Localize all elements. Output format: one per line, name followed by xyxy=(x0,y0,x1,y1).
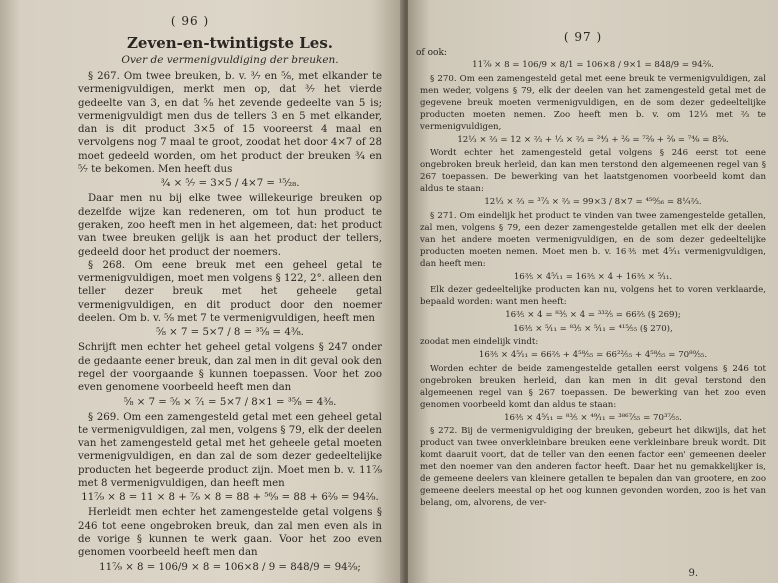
of-ook-label: of ook: xyxy=(416,48,447,58)
formula-268b: ⁵⁄₈ × 7 = ⁵⁄₈ × ⁷⁄₁ = 5×7 / 8×1 = ³⁵⁄₈ = 4³⁄₈. xyxy=(123,396,337,408)
right-page xyxy=(408,0,778,583)
formula-271d: 16⅗ × 4⁵⁄₁₁ = 66⅖ + 4⁵⁸⁄₅₅ = 66²²⁄₅₅ + 4⁵⁸⁄₅₅ = 70⁸⁰⁄₅₅. xyxy=(478,350,708,360)
formula-270b: 12⅓ × ⅔ = ³⁷⁄₃ × ⅔ = 99×3 / 8×7 = ⁴⁵⁰⁄₅₆ = 8¼⅔. xyxy=(484,197,702,207)
paragraph-270b: Wordt echter het zamengesteld getal volgens § 246 eerst tot eene ongebroken breuk herleid, dan kan men terstond den algemeenen regel van § 267 toepassen. De bewerking van het laatstgenomen voorbeeld komt dan aldus te staan: xyxy=(420,148,766,194)
signature-mark: 9. xyxy=(688,568,698,579)
paragraph-271d: Worden echter de beide zamengestelde getallen eerst volgens § 246 tot ongebroken breuken herleid, dan kan men in dit geval terstond den algemeenen regel van § 267 toepassen. De bewerking van het zoo even genomen voorbeeld komt dan aldus te staan: xyxy=(420,363,766,410)
formula-271: 16⅗ × 4⁵⁄₁₁ = 16⅗ × 4 + 16⅗ × ⁵⁄₁₁. xyxy=(513,271,673,282)
lesson-subtitle: Over de vermenigvuldiging der breuken. xyxy=(121,54,339,66)
paragraph-271c: zoodat men eindelijk vindt: xyxy=(420,337,539,347)
paragraph-267b: Daar men nu bij elke twee willekeurige breuken op dezelfde wijze kan redeneren, om tot hun product te geraken, zoo heeft men in het algemeen, dat: het product van twee breuken gelijk is aan het product der tellers, gedeeld door het product der noemers. xyxy=(78,193,382,258)
formula-271b: 16⅗ × 4 = ⁸³⁄₅ × 4 = ³³²⁄₅ = 66⅖ (§ 269); xyxy=(505,310,681,320)
paragraph-272: § 272. Bij de vermenigvuldiging der breuken, gebeurt het dikwijls, dat het product van twee onverkleinbare breuken eene verkleinbare breuk wordt. Dit komt daaruit voort, dat de teller van den eenen factor een' gemeenen deeler met den noemer van den anderen factor heeft. Daar het nu gemakkelijker is, de gemeene deelers van kleinere getallen te bepalen dan van grootere, en zoo gemeene deelers meestal op het oog kunnen gevonden worden, zoo is het van belang, om, alvorens, de ver- xyxy=(420,426,766,508)
page-number-left: ( 96 ) xyxy=(170,14,210,28)
formula-268: ⁵⁄₈ × 7 = 5×7 / 8 = ³⁵⁄₈ = 4³⁄₈. xyxy=(156,327,304,339)
formula-ofook: 11⁷⁄₉ × 8 = 106/9 × 8/1 = 106×8 / 9×1 = 848/9 = 94²⁄₉. xyxy=(472,60,714,70)
paragraph-268: § 268. Om eene breuk met een geheel getal te vermenigvuldigen, moet men volgens § 122, 2°. alleen den teller dezer breuk met het geheele getal vermenigvuldigen, en dit product door den noemer deelen. Om b. v. ⁵⁄₈ met 7 te vermenigvuldigen, heeft men xyxy=(78,259,382,325)
formula-270: 12⅓ × ⅔ = 12 × ⅔ + ⅓ × ⅔ = ²⁴⁄₃ + ²⁄₉ = ⁷²⁄₉ + ²⁄₉ = ⁷⁴⁄₉ = 8²⁄₉. xyxy=(457,134,729,145)
page-number-right: ( 97 ) xyxy=(563,30,603,44)
formula-267: ³⁄₄ × ⁵⁄₇ = 3×5 / 4×7 = ¹⁵⁄₂₈. xyxy=(160,178,300,190)
paragraph-269: § 269. Om een zamengesteld getal met een geheel getal te vermenigvuldigen, zal men, volgens § 79, elk der deelen van het zamengesteld getal met het geheele getal moeten vermenigvuldigen, en dan zal de som dezer gedeeltelijke producten het begeerde product zijn. Moet men b. v. 11⁷⁄₉ met 8 vermenigvuldigen, dan heeft men xyxy=(78,411,382,490)
paragraph-271b: Elk dezer gedeeltelijke producten kan nu, volgens het to voren verklaarde, bepaald worden: want men heeft: xyxy=(420,285,766,307)
paragraph-270: § 270. Om een zamengesteld getal met eene breuk te vermenigvuldigen, zal men weder, volgens § 79, elk der deelen van het zamengesteld getal met de gegevene breuk moeten vermenigvuldigen, en de som dezer gedeeltelijke producten moeten nemen. Zoo heeft men b. v. om 12⅓ met ⅔ te vermenigvuldigen, xyxy=(420,73,766,132)
formula-271c: 16⅗ × ⁵⁄₁₁ = ⁸³⁄₅ × ⁵⁄₁₁ = ⁴¹⁵⁄₅₅ (§ 270), xyxy=(513,323,673,334)
formula-269b: 11⁷⁄₉ × 8 = 106/9 × 8 = 106×8 / 9 = 848/9 = 94²⁄₉; xyxy=(99,561,361,573)
paragraph-268b: Schrijft men echter het geheel getal volgens § 247 onder de gedaante eener breuk, dan zal men in dit geval ook den regel der voorgaande § kunnen toepassen. Voor het zoo even genomene voorbeeld heeft men dan xyxy=(78,342,382,394)
paragraph-267: § 267. Om twee breuken, b. v. ³⁄₇ en ⁵⁄₈, met elkander te vermenigvuldigen, merkt men op, dat ³⁄₇ het vierde gedeelte van 3, en dat ⁵⁄₈ het zevende gedeelte van 5 is; vermenigvuldigt men dus de tellers 3 en 5 met elkander, dan is dit product 3×5 of 15 vooreerst 4 maal en vervolgens nog 7 maal te groot, zoodat het door 4×7 of 28 moet gedeeld worden, om het product der breuken ³⁄₄ en ⁵⁄₇ te bekomen. Men heeft dus xyxy=(78,71,382,176)
formula-271e: 16⅗ × 4⁵⁄₁₁ = ⁸³⁄₅ × ⁴⁹⁄₁₁ = ³⁸⁶⁷⁄₅₅ = 70³⁷⁄₅₅. xyxy=(504,412,682,423)
lesson-title: Zeven-en-twintigste Les. xyxy=(126,34,333,52)
paragraph-269b: Herleidt men echter het zamengestelde getal volgens § 246 tot eene ongebroken breuk, dan zal men even als in de vorige § kunnen te werk gaan. Voor het zoo even genomen voorbeeld heeft men dan xyxy=(78,507,382,559)
formula-269: 11⁷⁄₉ × 8 = 11 × 8 + ⁷⁄₉ × 8 = 88 + ⁵⁶⁄₉ = 88 + 6²⁄₉ = 94²⁄₉. xyxy=(81,492,379,504)
paragraph-271: § 271. Om eindelijk het product te vinden van twee zamengestelde getallen, zal men, volgens § 79, een dezer zamengestelde getallen met elk der deelen van het andere moeten vermenigvuldigen, en de som dezer gedeeltelijke producten moeten nemen. Moet men b. v. 16⅗ met 4⁵⁄₁₁ vermenigvuldigen, dan heeft men: xyxy=(420,210,766,269)
